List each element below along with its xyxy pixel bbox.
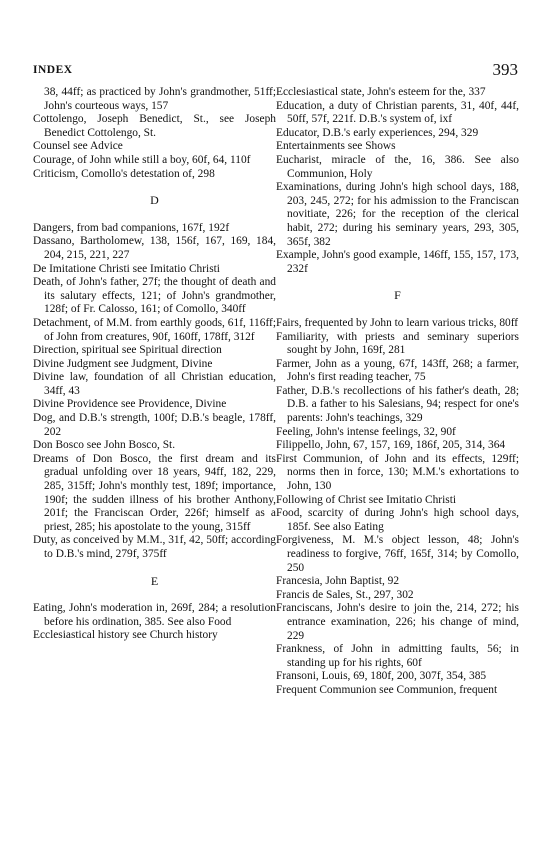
index-entry: Duty, as conceived by M.M., 31f, 42, 50ff; according to D.B.'s mind, 279f, 375ff	[33, 534, 276, 560]
index-entry: Dassano, Bartholomew, 138, 156f, 167, 169, 184, 204, 215, 221, 227	[33, 235, 276, 261]
index-entry: Eating, John's moderation in, 269f, 284; a resolution before his ordination, 385. See also Food	[33, 602, 276, 628]
index-entry: Criticism, Comollo's detestation of, 298	[33, 167, 215, 180]
index-entry: Farmer, John as a young, 67f, 143ff, 268; a farmer, John's first reading teacher, 75	[276, 357, 519, 384]
index-entry: Cottolengo, Joseph Benedict, St., see Joseph Benedict Cottolengo, St.	[33, 113, 276, 139]
index-entry: Filippello, John, 67, 157, 169, 186f, 205, 314, 364	[276, 439, 506, 452]
index-entry: Eucharist, miracle of the, 16, 386. See also Communion, Holy	[276, 153, 519, 180]
index-entry: Fairs, frequented by John to learn various tricks, 80ff	[276, 316, 519, 329]
index-entry: Food, scarcity of during John's high school days, 185f. See also Eating	[276, 507, 519, 533]
index-entry: Frankness, of John in admitting faults, 56; in standing up for his rights, 60f	[276, 643, 519, 669]
left-column	[33, 86, 276, 643]
index-entry: Francis de Sales, St., 297, 302	[276, 588, 414, 601]
index-entry: Educator, D.B.'s early experiences, 294, 329	[276, 126, 479, 139]
section-letter-e: E	[150, 573, 159, 588]
index-entry: Familiarity, with priests and seminary superiors sought by John, 169f, 281	[276, 330, 519, 357]
index-entry: Direction, spiritual see Spiritual direction	[33, 344, 222, 357]
index-entry: Dangers, from bad companions, 167f, 192f	[33, 221, 230, 234]
running-head: INDEX	[33, 64, 73, 76]
index-entry: Education, a duty of Christian parents, 31, 40f, 44f, 50ff, 57f, 221f. D.B.'s system of, ixf	[276, 99, 519, 126]
index-entry: Divine Providence see Providence, Divine	[33, 398, 227, 411]
index-entry: Dog, and D.B.'s strength, 100f; D.B.'s beagle, 178ff, 202	[33, 412, 276, 438]
index-entry: Feeling, John's intense feelings, 32, 90f	[276, 425, 456, 438]
index-entry: Following of Christ see Imitatio Christi	[276, 493, 457, 506]
index-entry: Courage, of John while still a boy, 60f, 64, 110f	[33, 153, 251, 166]
page-number: 393	[492, 60, 518, 79]
index-entry: Detachment, of M.M. from earthly goods, 61f, 116ff; of John from creatures, 90f, 160ff, 178ff, 312f	[33, 316, 276, 343]
index-entry: Examinations, during John's high school days, 188, 203, 245, 272; for his admission to the Franciscan novitiate, 226; for the reception of the clerical habit, 272; during his seminary years, 293, 305, 365f, 382	[276, 181, 519, 248]
index-entry: Ecclesiastical state, John's esteem for the, 337	[276, 86, 486, 98]
right-column	[276, 86, 519, 698]
index-entry: Divine Judgment see Judgment, Divine	[33, 357, 213, 370]
index-entry: Example, John's good example, 146ff, 155, 157, 173, 232f	[276, 249, 519, 275]
index-entry: Ecclesiastical history see Church history	[33, 629, 218, 642]
index-entry: Francesia, John Baptist, 92	[276, 575, 400, 588]
index-entry: First Communion, of John and its effects, 129ff; norms then in force, 130; M.M.'s exhortations to John, 130	[276, 452, 519, 493]
index-entry: Forgiveness, M. M.'s object lesson, 48; John's readiness to forgive, 76ff, 165f, 314; by Comollo, 250	[276, 534, 519, 574]
index-entry: Franciscans, John's desire to join the, 214, 272; his entrance examination, 226; his change of mind, 229	[276, 602, 519, 642]
index-entry: Frequent Communion see Communion, frequent	[276, 683, 498, 696]
section-letter-d: D	[150, 193, 159, 208]
index-entry: Dreams of Don Bosco, the first dream and its gradual unfolding over 18 years, 94ff, 182, 229, 285, 315ff; John's monthly test, 189f; importance, 190f; the sudden illness of his brother Anthony, 201f; the Franciscan Order, 226f; himself as a priest, 285; his apostolate to the young, 315ff	[33, 452, 276, 533]
index-entry: 38, 44ff; as practiced by John's grandmother, 51ff; John's courteous ways, 157	[44, 86, 276, 112]
index-entry: Father, D.B.'s recollections of his father's death, 28; D.B. a father to his Salesians, 94; respect for one's parents: John's teachings, 329	[276, 384, 519, 425]
index-entry: Divine law, foundation of all Christian education, 34ff, 43	[33, 371, 276, 397]
index-entry: Fransoni, Louis, 69, 180f, 200, 307f, 354, 385	[276, 670, 487, 683]
index-entry: Death, of John's father, 27f; the thought of death and its salutary effects, 121; of John's grandmother, 128f; of Fr. Calosso, 161; of Comollo, 340ff	[33, 276, 276, 316]
index-entry: Counsel see Advice	[33, 140, 123, 153]
index-entry: De Imitatione Christi see Imitatio Christi	[33, 262, 220, 275]
section-letter-f: F	[394, 288, 401, 303]
index-entry: Don Bosco see John Bosco, St.	[33, 439, 176, 452]
index-entry: Entertainments see Shows	[276, 140, 396, 153]
